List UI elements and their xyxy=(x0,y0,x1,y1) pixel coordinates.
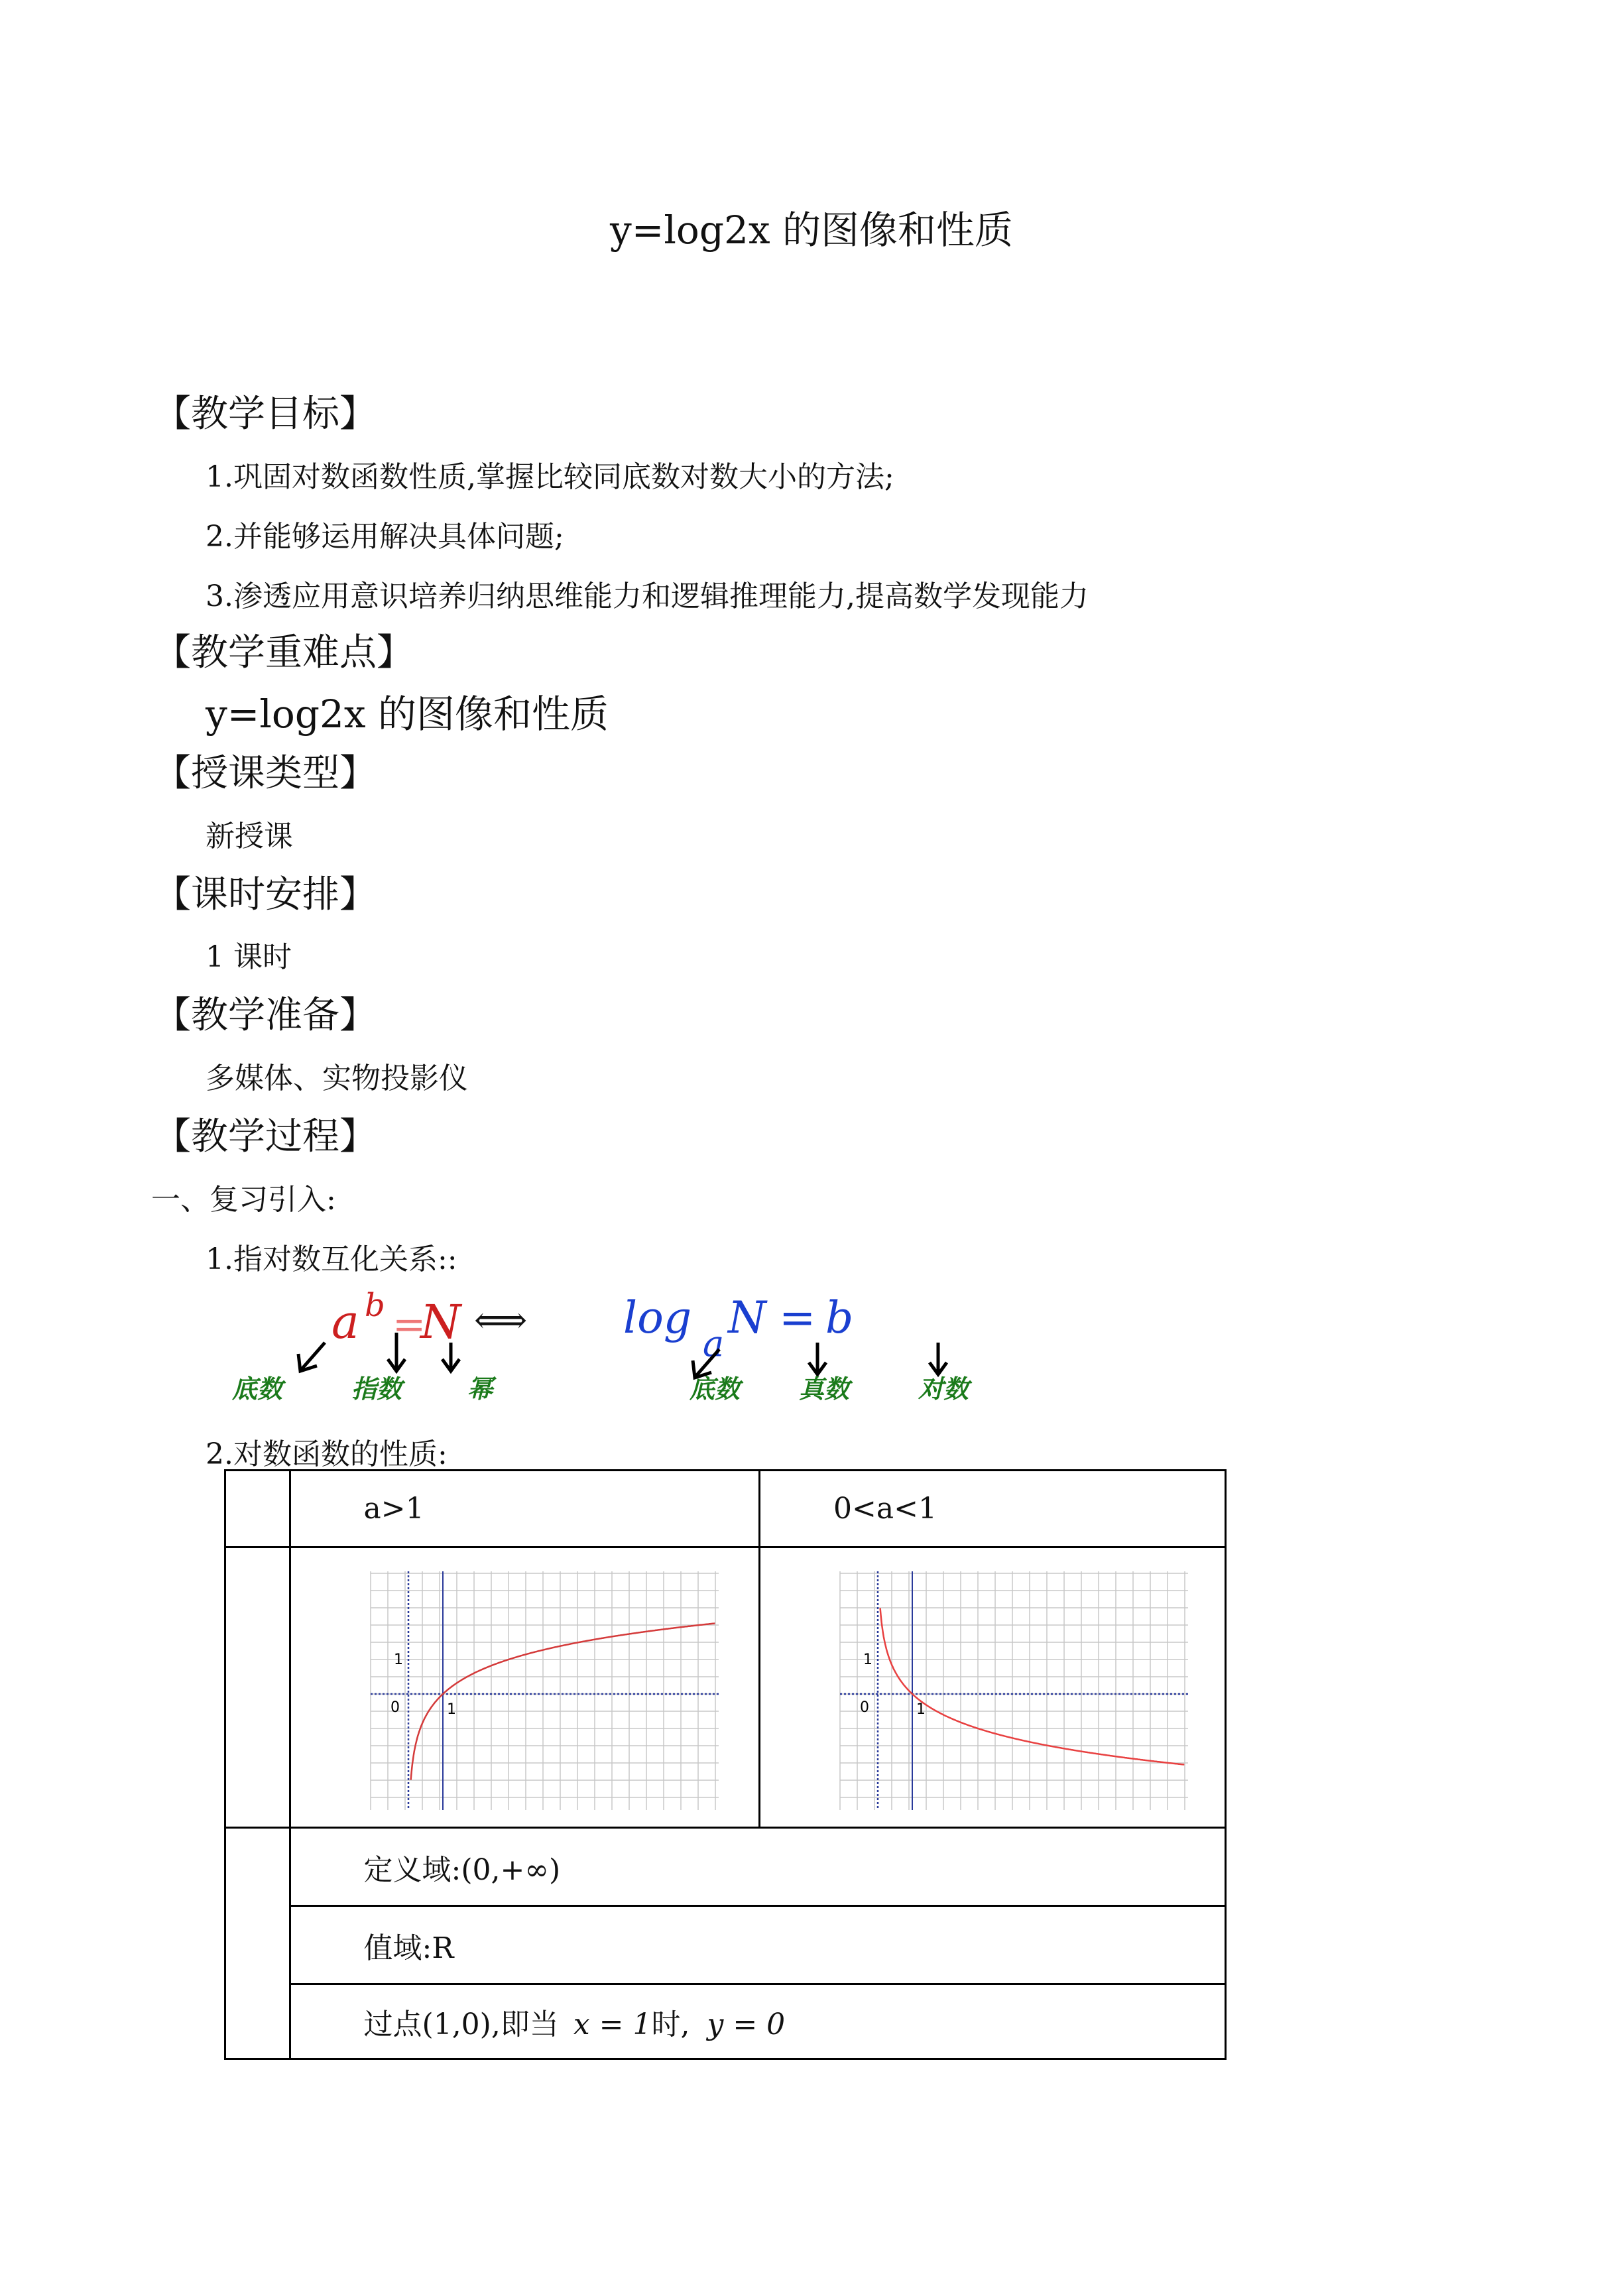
review-heading: 一、复习引入: xyxy=(151,1183,336,1217)
log-graph-increasing xyxy=(291,1548,755,1827)
y-tick-1-label: 1 xyxy=(393,1652,403,1668)
label-antilog: 真数 xyxy=(799,1374,850,1404)
formula-eq-left: = xyxy=(392,1301,426,1348)
goal-1: 1.巩固对数函数性质,掌握比较同底数对数大小的方法; xyxy=(206,460,894,494)
formula-log-base: a xyxy=(703,1323,725,1364)
goal-2: 2.并能够运用解决具体问题; xyxy=(206,520,564,554)
label-base-right: 底数 xyxy=(690,1374,741,1404)
log-graph-decreasing xyxy=(760,1548,1225,1827)
key-text: y=log2x 的图像和性质 xyxy=(206,692,609,737)
equivalence-arrow-icon: ⟺ xyxy=(474,1299,528,1342)
graph-row-label-cell xyxy=(225,1547,290,1828)
type-heading: 【授课类型】 xyxy=(154,752,377,795)
table-corner-cell xyxy=(225,1471,290,1547)
graph-cell-increasing xyxy=(290,1547,759,1828)
formula-N-right: N xyxy=(728,1292,766,1343)
prep-text: 多媒体、实物投影仪 xyxy=(206,1061,468,1095)
goals-heading: 【教学目标】 xyxy=(154,393,377,436)
label-logarithm: 对数 xyxy=(918,1374,969,1404)
process-heading: 【教学过程】 xyxy=(154,1115,377,1158)
formula-log: log xyxy=(623,1292,692,1343)
item-1: 1.指对数互化关系:: xyxy=(206,1242,457,1276)
header-a-gt-1: a>1 xyxy=(290,1471,759,1547)
x-tick-1-label: 1 xyxy=(446,1701,456,1718)
prep-heading: 【教学准备】 xyxy=(154,994,377,1037)
formula-eq-right: = xyxy=(779,1292,816,1343)
time-text: 1 课时 xyxy=(206,940,292,974)
prop-mid: 时, xyxy=(651,2008,690,2041)
y-tick-1-label: 1 xyxy=(863,1652,872,1668)
label-base-left: 底数 xyxy=(232,1374,283,1404)
formula-b-right: b xyxy=(825,1292,854,1343)
origin-label: 0 xyxy=(860,1699,869,1716)
log-properties-table xyxy=(224,1469,1227,2060)
type-text: 新授课 xyxy=(206,819,293,853)
item-2: 2.对数函数的性质: xyxy=(206,1437,448,1471)
log-exp-relation-figure xyxy=(219,1280,1034,1412)
goal-3: 3.渗透应用意识培养归纳思维能力和逻辑推理能力,提高数学发现能力 xyxy=(206,579,1089,613)
x-tick-1-label: 1 xyxy=(916,1701,926,1718)
page-title: y=log2x 的图像和性质 xyxy=(609,208,1013,253)
prop-fixed-point xyxy=(290,1984,1225,2059)
formula-base-a: a xyxy=(331,1295,359,1349)
prop-range: 值域:R xyxy=(290,1906,1225,1984)
header-a-lt-1: 0<a<1 xyxy=(760,1471,1226,1547)
prop-y-eq: y = 0 xyxy=(707,2008,786,2041)
prop-x-eq: x = 1 xyxy=(573,2008,652,2041)
prop-fixed-point-text: 过点(1,0),即当 xyxy=(363,2008,559,2041)
prop-domain: 定义域:(0,+∞) xyxy=(290,1828,1225,1906)
time-heading: 【课时安排】 xyxy=(154,873,377,916)
formula-exp-b: b xyxy=(365,1287,385,1324)
formula-N-left: N xyxy=(420,1295,461,1349)
key-heading: 【教学重难点】 xyxy=(154,631,414,674)
label-power: 幂 xyxy=(467,1374,493,1404)
props-row-label-cell xyxy=(225,1828,290,2059)
graph-cell-decreasing xyxy=(760,1547,1226,1828)
label-exponent: 指数 xyxy=(351,1374,402,1404)
origin-label: 0 xyxy=(390,1699,400,1716)
